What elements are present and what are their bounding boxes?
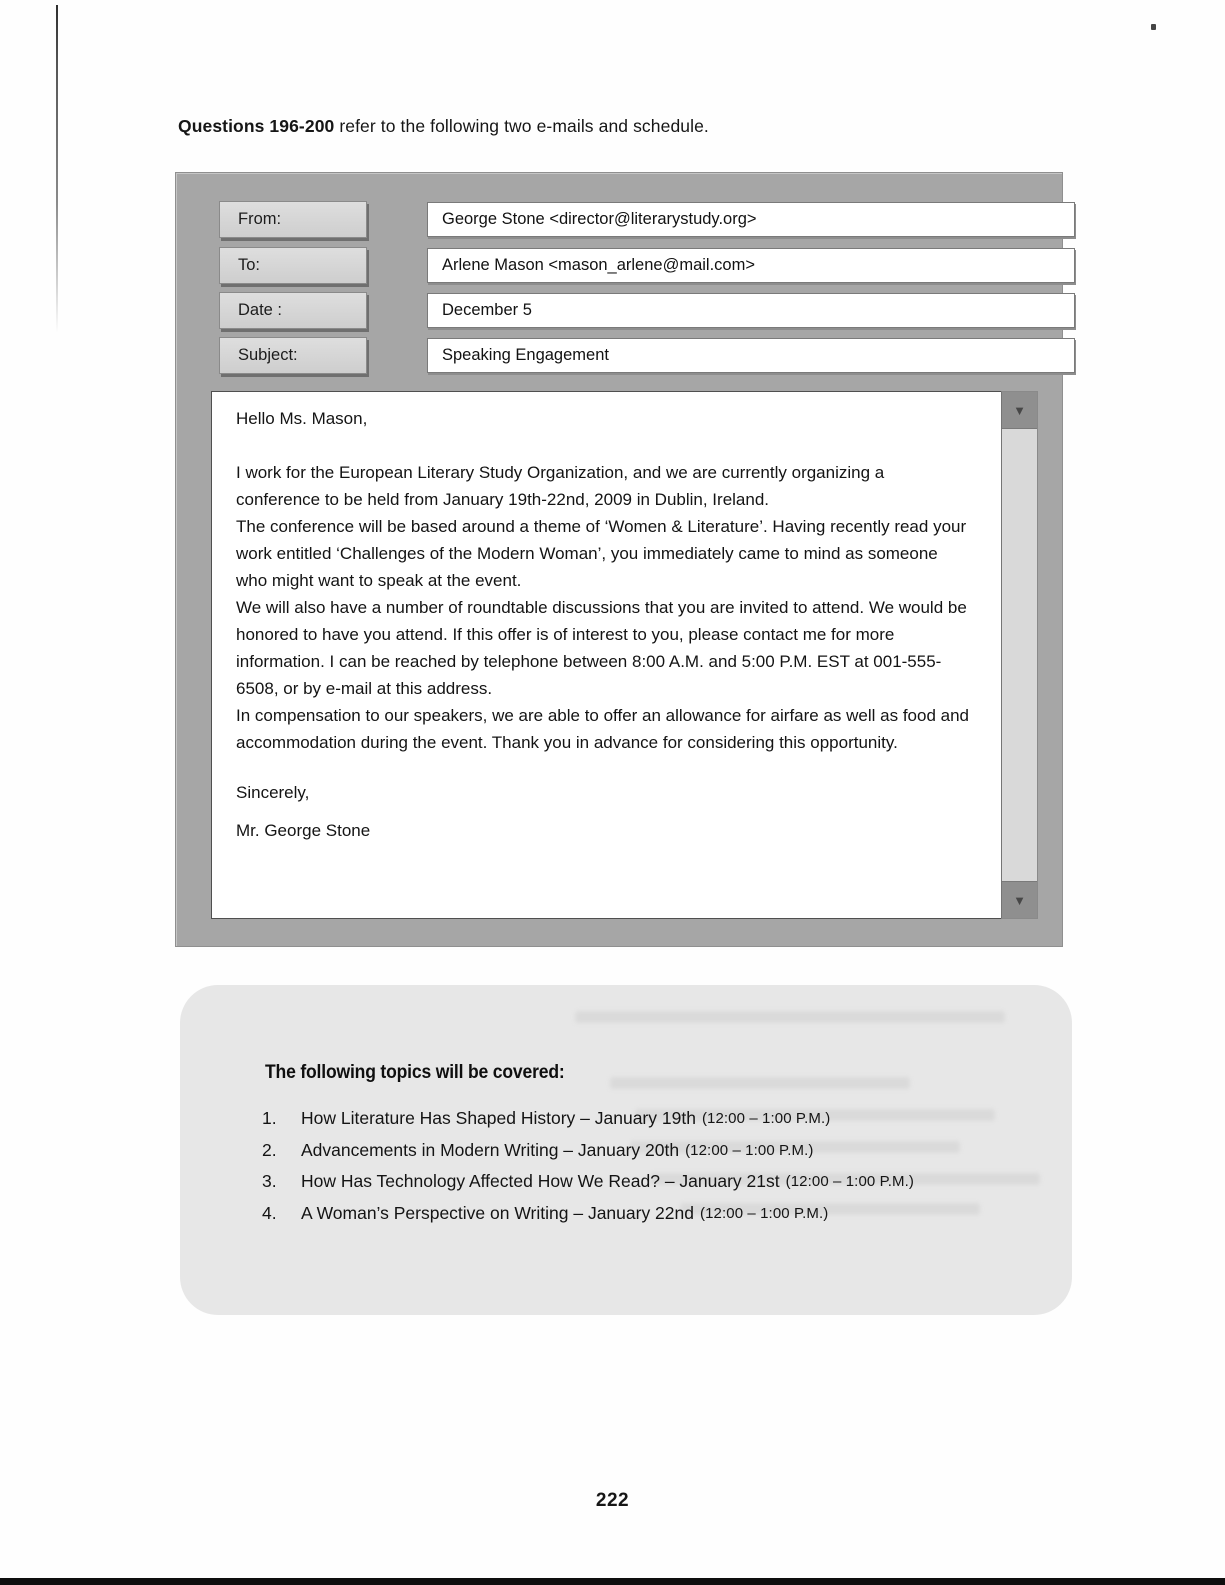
topic-title: A Woman’s Perspective on Writing – January 22nd xyxy=(301,1202,694,1223)
topic-number: 1. xyxy=(262,1108,277,1129)
schedule-heading: The following topics will be covered: xyxy=(265,1061,565,1083)
topic-number: 3. xyxy=(262,1171,277,1192)
triangle-down-icon: ▼ xyxy=(1013,402,1026,418)
topic-item-3 xyxy=(262,1166,1022,1198)
email-signature: Mr. George Stone xyxy=(236,821,371,840)
schedule-panel xyxy=(180,985,1072,1315)
email-body xyxy=(211,391,1001,919)
scan-edge-artifact xyxy=(0,1578,1225,1585)
topic-item-1 xyxy=(262,1103,1022,1135)
email-window xyxy=(175,172,1063,947)
question-range: Questions 196-200 xyxy=(178,116,335,136)
date-label-button[interactable]: Date : xyxy=(219,292,367,329)
topic-title: How Literature Has Shaped History – January 19th xyxy=(301,1108,696,1129)
from-label-button[interactable]: From: xyxy=(219,201,367,238)
topic-time: (12:00 – 1:00 P.M.) xyxy=(685,1141,814,1159)
subject-label-button[interactable]: Subject: xyxy=(219,337,367,374)
scrollbar-bottom-button[interactable] xyxy=(1002,881,1037,918)
topic-time: (12:00 – 1:00 P.M.) xyxy=(700,1204,829,1222)
question-header xyxy=(178,116,709,137)
scrollbar-top-button[interactable] xyxy=(1002,392,1037,429)
topic-list xyxy=(262,1103,1022,1229)
topic-item-4 xyxy=(262,1198,1022,1230)
email-paragraph: We will also have a number of roundtable discussions that you are invited to attend. We would be honored to have you attend. If this offer is of interest to you, please contact me for more information. I can be reached by telephone between 8:00 A.M. and 5:00 P.M. EST at 001-555-6508, or by e-mail at this address. xyxy=(236,598,967,698)
date-field[interactable]: December 5 xyxy=(427,293,1075,328)
topic-title: How Has Technology Affected How We Read? – January 21st xyxy=(301,1171,780,1192)
email-closing: Sincerely, xyxy=(236,783,310,802)
email-paragraph: In compensation to our speakers, we are able to offer an allowance for airfare as well as food and accommodation during the event. Thank you in advance for considering this opportunity. xyxy=(236,706,970,752)
topic-time: (12:00 – 1:00 P.M.) xyxy=(785,1173,914,1191)
email-greeting: Hello Ms. Mason, xyxy=(236,409,368,428)
topic-time: (12:00 – 1:00 P.M.) xyxy=(701,1110,831,1128)
to-label-button[interactable]: To: xyxy=(219,247,367,284)
page-number: 222 xyxy=(595,1490,630,1511)
topic-title: Advancements in Modern Writing – January 20th xyxy=(301,1139,680,1160)
to-field[interactable]: Arlene Mason <mason_arlene@mail.com> xyxy=(427,248,1075,283)
bleed-through-artifact xyxy=(575,1011,1005,1023)
topic-number: 2. xyxy=(262,1139,277,1160)
from-field[interactable]: George Stone <director@literarystudy.org> xyxy=(427,202,1075,237)
topic-number: 4. xyxy=(262,1202,277,1223)
triangle-down-icon: ▼ xyxy=(1013,892,1026,908)
scan-speck-artifact xyxy=(1151,24,1156,30)
topic-item-2 xyxy=(262,1135,1022,1167)
subject-field[interactable]: Speaking Engagement xyxy=(427,338,1075,373)
email-paragraph: The conference will be based around a theme of ‘Women & Literature’. Having recently read your work entitled ‘Challenges of the Modern Woman’, you immediately came to mind as someone who might want to speak at the event. xyxy=(236,517,967,590)
scan-line-artifact xyxy=(56,5,58,333)
question-text: refer to the following two e-mails and schedule. xyxy=(334,116,709,136)
email-body-scrollbar[interactable] xyxy=(1001,391,1038,919)
bleed-through-artifact xyxy=(610,1077,910,1089)
email-paragraph: I work for the European Literary Study Organization, and we are currently organizing a conference to be held from January 19th-22nd, 2009 in Dublin, Ireland. xyxy=(236,463,885,509)
